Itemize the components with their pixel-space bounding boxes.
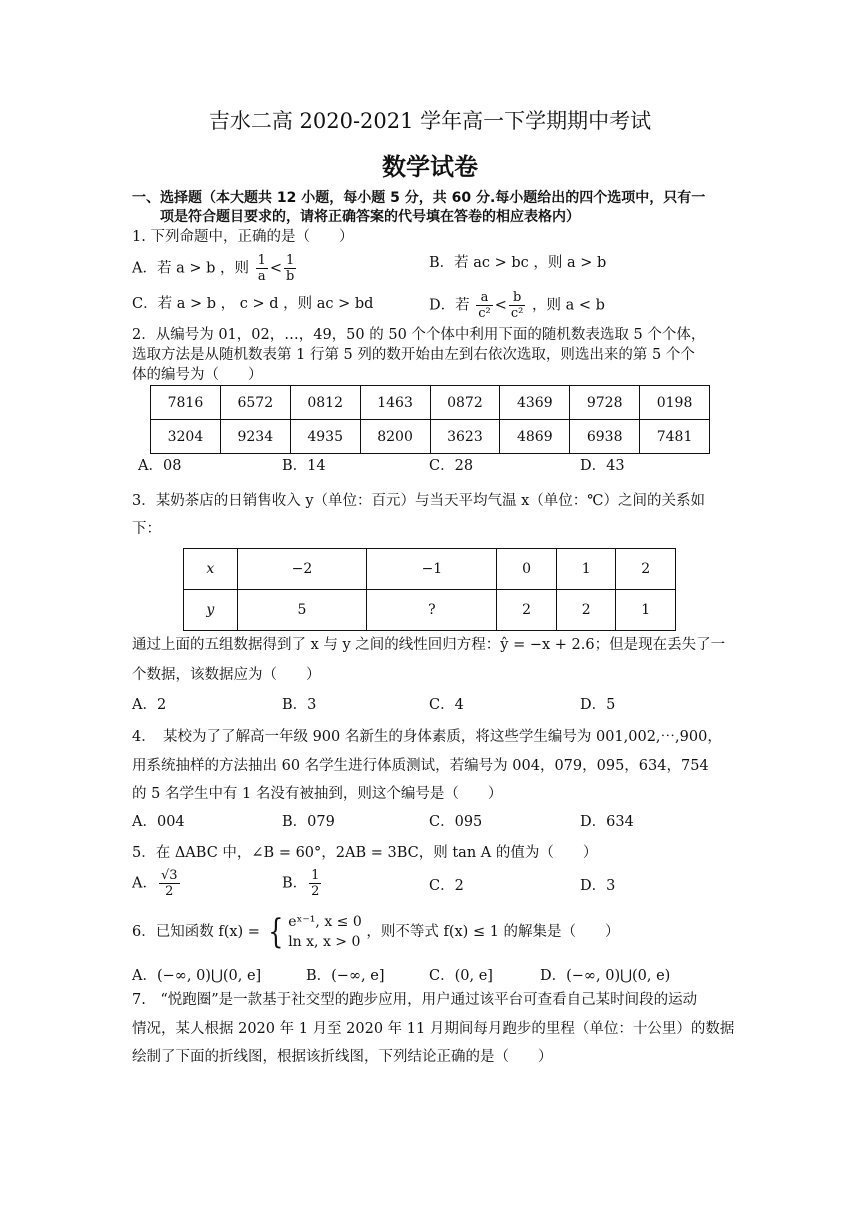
frac-numerator: a xyxy=(476,290,493,306)
left-brace-icon: { xyxy=(267,912,283,952)
q7-line1: 7. “悦跑圈”是一款基于社交型的跑步应用，用户通过该平台可查看自己某时间段的运动 xyxy=(132,992,698,1008)
q6-piecewise xyxy=(288,912,362,952)
table-cell: 0812 xyxy=(290,386,360,420)
q3-line4: 个数据，该数据应为（ ） xyxy=(132,667,321,683)
q1-option-d xyxy=(429,290,605,321)
exam-title: 吉水二高 2020-2021 学年高一下学期期中考试 xyxy=(208,109,652,133)
table-cell: x xyxy=(184,549,238,590)
table-cell: 4869 xyxy=(500,420,570,454)
table-cell: 0198 xyxy=(640,386,710,420)
q5-option-b-prefix: B． xyxy=(282,875,308,892)
table-cell: 3623 xyxy=(430,420,500,454)
table-cell: 6938 xyxy=(570,420,640,454)
temperature-sales-table xyxy=(183,548,676,631)
frac-denominator: b xyxy=(286,269,295,284)
frac-denominator: c² xyxy=(478,306,491,321)
q1-option-d-frac2 xyxy=(509,290,526,321)
q2-line3: 体的编号为（ ） xyxy=(132,367,263,383)
table-cell: 2 xyxy=(556,590,616,631)
section-heading-line1: 一、选择题（本大题共 12 小题，每小题 5 分，共 60 分.每小题给出的四个选项中，只有一 xyxy=(132,190,706,206)
frac-numerator: √3 xyxy=(160,868,178,883)
table-cell: 5 xyxy=(237,590,367,631)
q5-option-a xyxy=(132,868,182,899)
q5-option-c: C．2 xyxy=(429,878,464,894)
frac-denominator: c² xyxy=(510,306,524,321)
q1-option-d-frac1 xyxy=(476,290,493,321)
table-row xyxy=(184,590,676,631)
q6-option-c: C．(0, e] xyxy=(429,968,493,984)
table-cell: ? xyxy=(367,590,497,631)
less-than: < xyxy=(494,297,507,314)
q1-option-a xyxy=(132,253,298,284)
random-number-table xyxy=(150,385,710,454)
table-cell: 9728 xyxy=(570,386,640,420)
q6-option-d: D．(−∞, 0)⋃(0, e) xyxy=(540,968,671,984)
q4-line2: 用系统抽样的方法抽出 60 名学生进行体质测试，若编号为 004，079，095，634，754 xyxy=(132,758,709,774)
q6-prefix: 6．已知函数 f(x) = xyxy=(132,924,260,940)
table-cell: 4369 xyxy=(500,386,570,420)
q3-option-a: A．2 xyxy=(132,697,167,713)
less-than: < xyxy=(269,260,283,277)
q5-option-b xyxy=(282,868,323,899)
q6-option-b: B．(−∞, e] xyxy=(306,968,385,984)
frac-denominator: 2 xyxy=(311,884,320,899)
q5-option-b-frac xyxy=(309,868,321,899)
table-cell: 1 xyxy=(556,549,616,590)
q3-line2: 下： xyxy=(132,521,161,537)
q3-option-b: B．3 xyxy=(282,697,317,713)
q5-option-a-prefix: A． xyxy=(132,875,157,892)
table-cell: 4935 xyxy=(290,420,360,454)
table-cell: 1 xyxy=(616,590,676,631)
frac-numerator: 1 xyxy=(284,253,296,269)
table-cell: 0 xyxy=(497,549,557,590)
q7-line3: 绘制了下面的折线图，根据该折线图，下列结论正确的是（ ） xyxy=(132,1049,553,1065)
q4-option-c: C．095 xyxy=(429,814,483,830)
q3-option-d: D．5 xyxy=(580,697,616,713)
q2-option-d: D．43 xyxy=(580,458,625,474)
table-cell: 7816 xyxy=(151,386,221,420)
table-cell: 1463 xyxy=(360,386,430,420)
table-cell: 6572 xyxy=(220,386,290,420)
q4-option-a: A．004 xyxy=(132,814,185,830)
q4-line3: 的 5 名学生中有 1 名没有被抽到，则这个编号是（ ） xyxy=(132,786,503,802)
q5-option-d: D．3 xyxy=(580,878,616,894)
q2-option-b: B．14 xyxy=(282,458,326,474)
frac-denominator: 2 xyxy=(165,884,174,899)
q2-option-c: C．28 xyxy=(429,458,474,474)
table-row xyxy=(184,549,676,590)
table-cell: 9234 xyxy=(220,420,290,454)
table-cell: y xyxy=(184,590,238,631)
frac-numerator: b xyxy=(509,290,526,306)
q4-option-d: D．634 xyxy=(580,814,634,830)
q2-option-a: A．08 xyxy=(138,458,182,474)
q3-line3: 通过上面的五组数据得到了 x 与 y 之间的线性回归方程：ŷ = −x + 2.6；但是现在丢失了一 xyxy=(132,637,726,653)
table-cell: 2 xyxy=(497,590,557,631)
table-cell: −2 xyxy=(237,549,367,590)
table-cell: 8200 xyxy=(360,420,430,454)
frac-numerator: 1 xyxy=(311,868,320,883)
frac-numerator: 1 xyxy=(257,253,266,268)
q2-line1: 2．从编号为 01，02，…，49，50 的 50 个个体中利用下面的随机数表选取 5 个个体， xyxy=(132,327,706,343)
q6-case1: eˣ⁻¹, x ≤ 0 xyxy=(288,914,362,930)
q1-option-a-frac1 xyxy=(256,253,268,284)
table-cell: 2 xyxy=(616,549,676,590)
q6-stem xyxy=(132,912,620,952)
q1-option-a-text: A．若 a > b ，则 xyxy=(132,260,249,277)
q1-option-a-frac2 xyxy=(284,253,296,284)
q7-line2: 情况，某人根据 2020 年 1 月至 2020 年 11 月期间每月跑步的里程（单位：十公里）的数据 xyxy=(132,1021,735,1037)
q1-option-c: C．若 a > b ， c > d ，则 ac > bd xyxy=(132,296,374,312)
table-cell: 7481 xyxy=(640,420,710,454)
table-cell: 0872 xyxy=(430,386,500,420)
q5-stem: 5．在 ΔABC 中，∠B = 60°，2AB = 3BC，则 tan A 的值为（ ） xyxy=(132,845,598,861)
frac-denominator: a xyxy=(257,269,266,284)
q1-option-d-prefix: D．若 xyxy=(429,297,470,314)
table-cell: 3204 xyxy=(151,420,221,454)
q4-line1: 4． 某校为了了解高一年级 900 名新生的身体素质，将这些学生编号为 001,002,⋯,900， xyxy=(132,729,722,745)
q5-option-a-frac xyxy=(159,868,180,899)
q4-option-b: B．079 xyxy=(282,814,335,830)
exam-subtitle: 数学试卷 xyxy=(382,152,478,181)
table-row xyxy=(151,386,710,420)
q6-case2: ln x, x > 0 xyxy=(288,934,361,950)
q3-line1: 3．某奶茶店的日销售收入 y（单位：百元）与当天平均气温 x（单位：℃）之间的关系如 xyxy=(132,493,706,509)
q2-line2: 选取方法是从随机数表第 1 行第 5 列的数开始由左到右依次选取，则选出来的第 5 个个 xyxy=(132,347,695,363)
q6-option-a: A．(−∞, 0)⋃(0, e] xyxy=(132,968,262,984)
q6-suffix: ，则不等式 f(x) ≤ 1 的解集是（ ） xyxy=(366,924,620,940)
q1-stem: 1. 下列命题中，正确的是（ ） xyxy=(132,229,354,245)
table-row xyxy=(151,420,710,454)
table-cell: −1 xyxy=(367,549,497,590)
section-heading-line2: 项是符合题目要求的，请将正确答案的代号填在答卷的相应表格内） xyxy=(160,209,580,225)
q1-option-b: B．若 ac > bc ，则 a > b xyxy=(429,255,607,271)
q1-option-d-suffix: ，则 a < b xyxy=(532,297,605,314)
q3-option-c: C．4 xyxy=(429,697,464,713)
